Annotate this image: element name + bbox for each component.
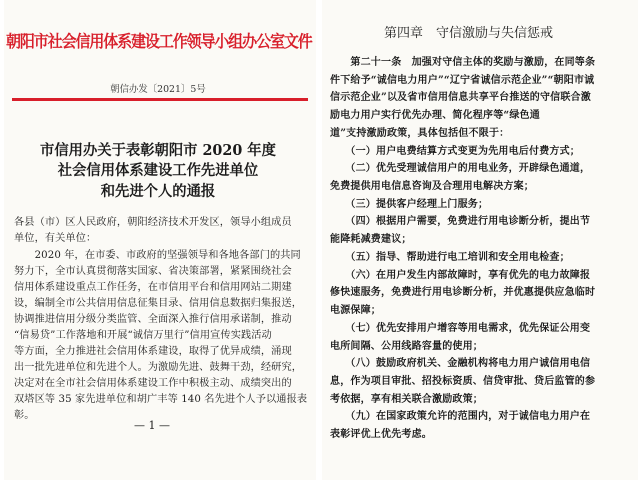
left-document-page [4, 0, 316, 480]
regulation-line: （四）根据用户需要，免费进行用电诊断分析，提出节 [330, 216, 591, 227]
body-line: “信易贷”工作落地和开展“诚信万里行”信用宣传实践活动 [14, 330, 272, 341]
body-line: 信用体系建设重点工作任务，在市信用平台和信用网站二期建 [14, 282, 292, 293]
regulation-line: 息，作为项目审批、招投标资质、信贷审批、贷后监管的参 [330, 376, 596, 387]
right-document-page [322, 0, 638, 480]
regulation-line: 电所间隔、公用线路容量的使用； [330, 341, 483, 352]
document-number: 朝信办发〔2021〕5号 [110, 84, 206, 95]
body-line: 努力下，全市认真贯彻落实国家、省决策部署，紧紧围绕社会 [14, 266, 292, 277]
body-line: 等方面，全力推进社会信用体系建设，取得了优异成绩，涌现 [14, 346, 292, 357]
notice-title-line: 市信用办关于表彰朝阳市 2020 年度 [40, 142, 276, 159]
regulation-line: 励电力用户实行优先办理、简化程序等“绿色通 [330, 110, 540, 121]
body-line: 单位，有关单位： [14, 233, 97, 244]
regulation-line: （一）用户电费结算方式变更为先用电后付费方式； [330, 146, 580, 157]
regulation-line: （七）优先安排用户增容等用电需求，优先保证公用变 [330, 323, 591, 334]
regulation-line: （九）在国家政策允许的范围内，对于诚信电力用户在 [330, 411, 591, 422]
body-line: 各县（市）区人民政府，朝阳经济技术开发区，领导小组成员 [14, 217, 292, 228]
body-line: 协调推进信用分级分类监管、全面深入推行信用承诺制，推动 [14, 314, 292, 325]
page-number: — 1 — [134, 419, 170, 432]
regulation-line: 道”支持激励政策，具体包括但不限于： [330, 128, 510, 139]
regulation-line: （八）鼓励政府机关、金融机构将电力用户诚信用电信 [330, 358, 591, 369]
regulation-line: 免费提供用电信息咨询及合理用电解决方案； [330, 181, 534, 192]
red-divider-line [12, 98, 308, 101]
body-line: 彰。 [14, 410, 35, 421]
regulation-line: 信示范企业”以及省市信用信息共享平台推送的守信联合激 [330, 92, 591, 103]
regulation-line: 件下给予“诚信电力用户”“辽宁省诚信示范企业”“朝阳市诚 [330, 75, 595, 86]
notice-title-line: 和先进个人的通报 [100, 183, 216, 200]
regulation-line: 考依据，享有相关联合激励政策； [330, 394, 483, 405]
body-line: 2020 年，在市委、市政府的坚强领导和各地各部门的共同 [14, 250, 301, 261]
regulation-line: 能降耗减费建议； [330, 234, 412, 245]
regulation-line: （三）提供客户经理上门服务； [330, 199, 489, 210]
regulation-line: 修快速服务，免费进行用电诊断分析，并优惠提供应急临时 [330, 287, 596, 298]
body-line: 双塔区等 35 家先进单位和胡广丰等 140 名先进个人予以通报表 [14, 394, 308, 405]
chapter-title: 第四章 守信激励与失信惩戒 [384, 26, 554, 41]
regulation-line: 表彰评优上优先考虑。 [330, 429, 432, 440]
regulation-line: （五）指导、帮助进行电工培训和安全用电检查； [330, 252, 570, 263]
regulation-line: 电源保障； [330, 305, 381, 316]
body-line: 出一批先进单位和先进个人。为激励先进、鼓舞干劲，经研究， [14, 362, 303, 373]
regulation-line: 第二十一条 加强对守信主体的奖励与激励，在同等条 [330, 57, 596, 68]
regulation-line: （六）在用户发生内部故障时，享有优先的电力故障报 [330, 270, 591, 281]
body-line: 决定对在全市社会信用体系建设工作中积极主动、成绩突出的 [14, 378, 292, 389]
notice-title-line: 社会信用体系建设工作先进单位 [57, 162, 259, 179]
body-line: 设，编制全市公共信用信息征集目录、信用信息数据归集报送， [14, 298, 303, 309]
document-header-title: 朝阳市社会信用体系建设工作领导小组办公室文件 [6, 32, 312, 51]
regulation-line: （二）优先受理诚信用户的用电业务，开辟绿色通道， [330, 163, 591, 174]
